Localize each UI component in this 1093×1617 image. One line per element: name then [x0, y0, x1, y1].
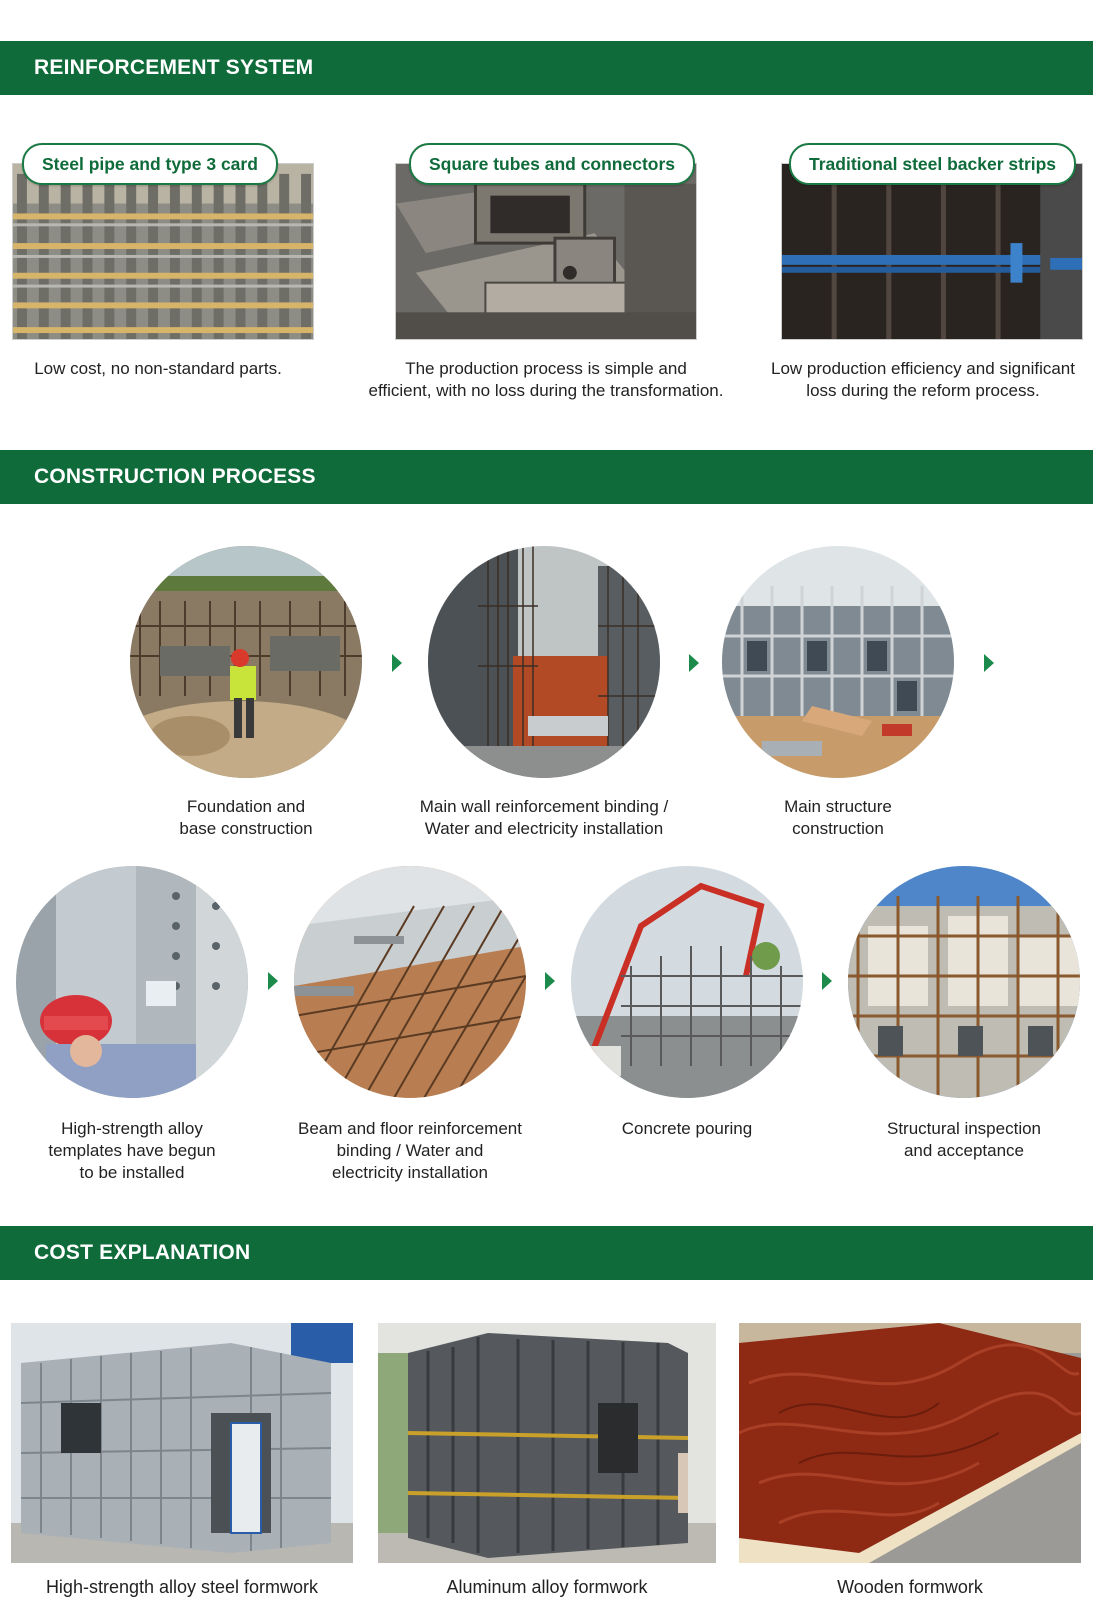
section-banner-reinforcement	[0, 41, 1093, 95]
square-tubes-photo	[395, 163, 697, 340]
alloy-templates-caption-line1: High-strength alloy	[61, 1119, 203, 1138]
arrow-right-icon	[689, 654, 699, 672]
section-title: CONSTRUCTION PROCESS	[34, 465, 316, 488]
section-title: COST EXPLANATION	[34, 1241, 251, 1264]
main-structure-caption	[682, 796, 994, 840]
foundation-caption-line2: base construction	[179, 819, 313, 838]
main-wall-caption-line1: Main wall reinforcement binding /	[419, 797, 669, 816]
inspection-caption-line1: Structural inspection	[886, 1119, 1042, 1138]
alloy-templates-caption	[0, 1118, 288, 1184]
arrow-right-icon	[984, 654, 994, 672]
main-wall-caption-line2: Water and electricity installation	[424, 819, 664, 838]
inspection-caption	[808, 1118, 1093, 1162]
aluminum-formwork-photo	[378, 1323, 716, 1563]
backer-strips-caption-line1: Low production efficiency and significant	[771, 359, 1075, 378]
arrow-right-icon	[545, 972, 555, 990]
beam-floor-caption-line1: Beam and floor reinforcement	[298, 1119, 522, 1138]
beam-floor-caption-line2: binding / Water and	[336, 1141, 484, 1160]
inspection-caption-line2: and acceptance	[903, 1141, 1025, 1160]
main-structure-photo	[722, 546, 954, 778]
beam-floor-caption-line3: electricity installation	[332, 1163, 488, 1182]
section-title: REINFORCEMENT SYSTEM	[34, 56, 314, 79]
main-wall-photo	[428, 546, 660, 778]
concrete-pouring-photo	[571, 866, 803, 1098]
section-banner-construction	[0, 450, 1093, 504]
backer-strips-photo	[781, 163, 1083, 340]
main-wall-caption	[388, 796, 700, 840]
steel-pipe-label: Steel pipe and type 3 card	[22, 143, 278, 185]
alloy-steel-formwork-caption: High-strength alloy steel formwork	[45, 1577, 319, 1597]
concrete-pouring-caption-line1: Concrete pouring	[621, 1119, 753, 1138]
square-tubes-caption-line2: efficient, with no loss during the transformation.	[368, 381, 724, 400]
wooden-formwork-photo	[739, 1323, 1081, 1563]
backer-strips-caption-line2: loss during the reform process.	[806, 381, 1040, 400]
aluminum-formwork-caption: Aluminum alloy formwork	[446, 1577, 648, 1597]
backer-strips-caption	[756, 358, 1090, 402]
reinforcement-card-square-tubes	[395, 143, 697, 343]
alloy-templates-caption-line2: templates have begun	[48, 1141, 216, 1160]
foundation-caption-line1: Foundation and	[186, 797, 306, 816]
alloy-steel-formwork-photo	[11, 1323, 353, 1563]
main-structure-caption-line1: Main structure	[784, 797, 892, 816]
section-banner-cost	[0, 1226, 1093, 1280]
beam-floor-caption	[254, 1118, 566, 1184]
arrow-right-icon	[268, 972, 278, 990]
wooden-formwork-caption: Wooden formwork	[837, 1577, 983, 1597]
square-tubes-caption	[340, 358, 752, 402]
concrete-pouring-caption	[531, 1118, 843, 1140]
alloy-templates-caption-line3: to be installed	[79, 1163, 185, 1182]
main-structure-caption-line2: construction	[792, 819, 884, 838]
beam-floor-photo	[294, 866, 526, 1098]
reinforcement-card-backer-strips	[781, 143, 1083, 343]
reinforcement-card-steel-pipe	[12, 143, 314, 343]
square-tubes-label: Square tubes and connectors	[409, 143, 695, 185]
arrow-right-icon	[822, 972, 832, 990]
arrow-right-icon	[392, 654, 402, 672]
square-tubes-caption-line1: The production process is simple and	[405, 359, 687, 378]
alloy-templates-photo	[16, 866, 248, 1098]
steel-pipe-caption: Low cost, no non-standard parts.	[34, 359, 282, 378]
backer-strips-label: Traditional steel backer strips	[789, 143, 1076, 185]
inspection-photo	[848, 866, 1080, 1098]
foundation-photo	[130, 546, 362, 778]
foundation-caption	[90, 796, 402, 840]
steel-pipe-photo	[12, 163, 314, 340]
